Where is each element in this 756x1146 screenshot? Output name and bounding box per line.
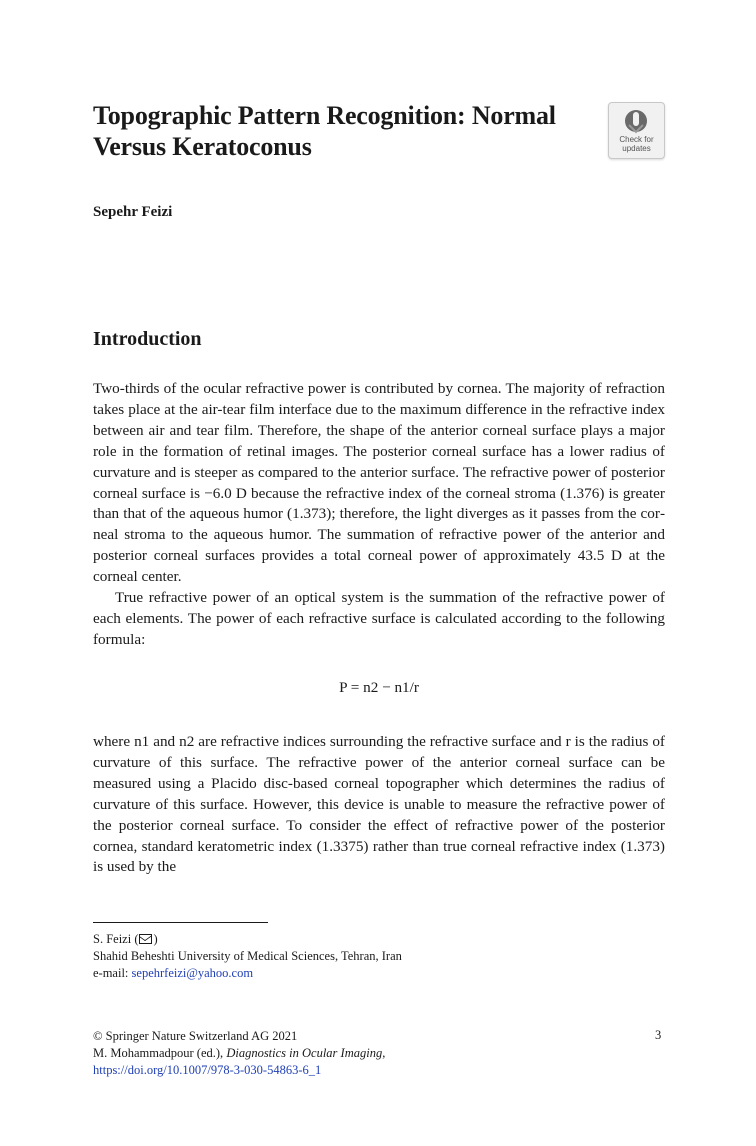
copyright-line: © Springer Nature Switzerland AG 2021 [93, 1029, 298, 1043]
formula: P = n2 − n1/r [339, 679, 419, 696]
badge-line-1: Check for [619, 135, 654, 144]
paragraph-2: True refractive power of an optical system is the summation of the refractive power of each elements. The power of each refractive surface is calculated according to the following formula: [93, 589, 665, 648]
email-link[interactable]: sepehrfeizi@yahoo.com [131, 966, 254, 980]
footnote-author [93, 931, 593, 948]
paragraph-1: Two-thirds of the ocular refractive power is contributed by cornea. The majority of refraction takes place at the air-tear film interface due to the maximum difference in the refractive index between air and tear film. Therefore, the shape of the anterior corneal surface plays a major role in the formation of retinal images. The posterior corneal surface has a lower radius of curvature and is steeper as compared to the anterior surface. The refractive power of posterior corneal surface is −6.0 D because the refractive index of the corneal stroma (1.376) is greater than that of the aqueous humor (1.373); therefore, the light diverges as it passes from the corneal stroma to the aqueous humor. The summation of refractive power of the anterior and posterior corneal surfaces provides a total corneal power of approximately 43.5 D at the corneal center. [93, 380, 665, 586]
footnote-name: S. Feizi ( [93, 932, 139, 946]
book-suffix: , [382, 1046, 386, 1060]
doi-line [93, 1062, 321, 1079]
badge-label [609, 135, 664, 153]
book-title: Diagnostics in Ocular Imaging [226, 1046, 383, 1060]
footnote-email-line [93, 965, 593, 982]
footnote-name-close: ) [153, 932, 158, 946]
paper-title: Topographic Pattern Recognition: Normal Versus Keratoconus [93, 101, 556, 161]
page-number: 3 [655, 1028, 662, 1042]
citation-line [93, 1045, 385, 1062]
section-heading: Introduction [93, 328, 202, 350]
editor-text: M. Mohammadpour (ed.), [93, 1046, 227, 1060]
envelope-icon [139, 934, 152, 944]
email-label: e-mail: [93, 966, 132, 980]
badge-line-2: updates [622, 144, 651, 153]
footnote-affiliation: Shahid Beheshti University of Medical Sciences, Tehran, Iran [93, 949, 402, 963]
footnote-rule [93, 922, 268, 923]
author-name: Sepehr Feizi [93, 204, 173, 220]
doi-link[interactable]: https://doi.org/10.1007/978-3-030-54863-6_1 [93, 1063, 322, 1077]
check-for-updates-icon [623, 108, 649, 136]
body-block-1 [93, 379, 665, 651]
check-for-updates-badge[interactable] [608, 102, 665, 159]
body-block-2 [93, 732, 665, 878]
paragraph-3: where n1 and n2 are refractive indices surrounding the refractive surface and r is the radius of curvature of this surface. The refractive power of the anterior corneal surface can be measured using a Placido disc-based corneal topographer which determines the radius of curvature of this surface. However, this device is unable to measure the refractive power of the posterior corneal surface. To consider the effect of refractive power of the posterior cornea, standard keratometric index (1.3375) rather than true corneal refractive index (1.373) is used by the [93, 733, 665, 876]
